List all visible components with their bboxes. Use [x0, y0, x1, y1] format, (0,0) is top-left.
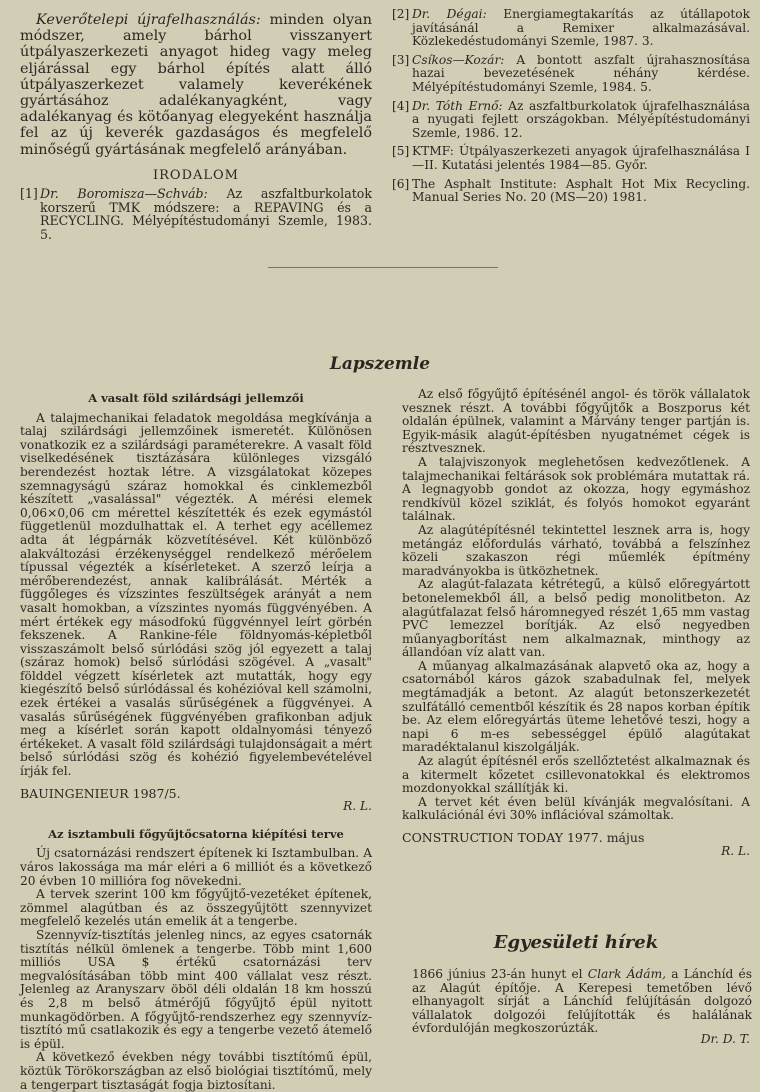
top-left-column	[20, 12, 372, 246]
top-right-column	[392, 8, 750, 210]
news-paragraph	[412, 968, 752, 1036]
reference-body: Energiamegtakarítás az útállapotok javításánál a Remixer alkalmazásával. Közlekedéstudományi Szemle, 1987. 3.	[412, 7, 751, 49]
article-source: BAUINGENIEUR 1987/5.	[20, 785, 181, 801]
reference-text	[40, 187, 372, 241]
article-paragraph: A következő években négy további tisztítómű épül, köztük Törökországban az első biológiai tisztítómű, mely a tengerpart tisztaságát fogja biztosítani.	[20, 1050, 372, 1092]
lapszemle-heading: Lapszemle	[329, 354, 431, 374]
reference-text	[412, 100, 750, 141]
article-paragraph: A talajviszonyok meglehetősen kedvezőtlenek. A talajmechanikai feltárások sok problémára mutattak rá. A legnagyobb gondot az okozza, hogy egymáshoz rendkívül közel sziklát, és folyós homokot egyaránt találnak.	[402, 454, 750, 524]
news-signature: Dr. D. T.	[700, 1032, 750, 1046]
reference-number: [4]	[392, 98, 410, 113]
article-title: A vasalt föld szilárdsági jellemzői	[88, 391, 304, 405]
article-source	[402, 831, 750, 845]
article-paragraph: Új csatornázási rendszert építenek ki Isztambulban. A város lakossága ma már eléri a 6 milliót és a következő 20 évben 10 millióra fog növekedni.	[20, 846, 372, 888]
article-paragraph: Az alagútépítésnél tekintettel lesznek arra is, hogy metángáz előfordulás várható, továbbá a felszínhez közeli szakaszon régi műemlék építmény maradványokba is ütközhetnek.	[402, 522, 750, 578]
bottom-right-column	[402, 388, 750, 858]
article-paragraph: A tervek szerint 100 km főgyűjtő-vezetéket építenek, zömmel alagútban és az összegyűjtött szennyvizet megfelelő kezelés után emelik át a tengerbe.	[20, 887, 372, 929]
definition-text: minden olyan módszer, amely bárhol visszanyert útpályaszerkezeti anyagot hideg vagy meleg eljárással egy bárhol építés alatt álló útpályaszerkezet valamely keverékének gyártásához adalékanyagként, vagy adalékanyag és kötőanyag elegyeként használja fel az új keverék gazdaságos és megfelelő minőségű gyártásának megfelelő arányában.	[20, 12, 373, 158]
source-title: CONSTRUCTION TODAY 1977.	[402, 830, 603, 845]
reference-body: A bontott aszfalt újrahasznosítása hazai bevezetésének néhány kérdése. Mélyépítéstudományi Szemle, 1984. 5.	[412, 52, 750, 94]
reference-number: [5]	[392, 144, 410, 159]
news-person-name: Clark Ádám,	[587, 967, 667, 981]
article-title: Az isztambuli főgyűjtőcsatorna kiépítési terve	[48, 826, 344, 841]
reference-body: Az aszfaltburkolatok újrafelhasználása a nyugati fejlett országokban. Mélyépítéstudományi Szemle, 1986. 12.	[412, 98, 750, 140]
definition-paragraph	[20, 12, 372, 158]
news-text-before: 1866 június 23-án hunyt el	[412, 967, 588, 981]
reference-item	[392, 54, 750, 95]
reference-body: Az aszfaltburkolatok korszerű TMK módszere: a REPAVING és a RECYCLING. Mélyépítéstudományi Szemle, 1983. 5.	[40, 186, 372, 242]
article-paragraph: Az első főgyűjtő építésénél angol- és török vállalatok vesznek részt. A további főgyűjtők a Boszporus két oldalán épülnek, valamint a Márvány tenger partján is. Egyik-másik alagút-építésben nyugatnémet cégek is résztvesznek.	[402, 387, 750, 456]
article-body: A talajmechanikai feladatok megoldása megkívánja a talaj szilárdsági jellemzőinek ismeretét. Különösen vonatkozik ez a szilárdsági paraméterekre. A vasalt föld viselkedésének tisztázására különleges vizsgáló berendezést hoztak létre. A vizsgálatokat közepes szemnagyságú száraz homokkal és cinklemezből készített „vasalással" végezték. A mérési elemek 0,06×0,06 cm mérettel készítették és ezek egymástól függetlenül mozdulhattak el. A terhet egy acéllemez adta át légpárnák közvetítésével. Két különböző alakváltozási érzékenységgel rendelkező mérőelem típussal végezték a kísérleteket. A szerző leírja a mérőberendezést, annak kalibrálását. Mérték a függőleges és vízszintes feszültségek arányát a nem vasalt homokban, a vízszintes nyomás függvényében. A mért értékek egy másodfokú függvénnyel leírt görbén fekszenek. A Rankine-féle földnyomás-képletből visszaszámolt belső súrlódási szög jól egyezett a talaj (száraz homok) belső súrlódási szögével. A „vasalt" földdel végzett kísérletek azt mutatták, hogy egy kiegészítő belső súrlódással és kohézióval kell számolni, ezek értékei a vasalás sűrűségének a függvényei. A vasalás sűrűségének függvényében grafikonban adjuk meg a kísérlet során kapott oldalnyomási tényező értékeket. A vasalt föld szilárdsági tulajdonságait a mért belső súrlódási szög és kohézió figyelembevételével írják fel.	[20, 410, 372, 779]
article-paragraph: Szennyvíz-tisztítás jelenleg nincs, az egyes csatornák tisztítás nélkül ömlenek a tengerbe. Több mint 1,600 milliós USA $ értékű csatornázási terv megvalósításában több mint 400 vállalat vesz részt. Jelenleg az Aranyszarv öböl déli oldalán 18 km hosszú és 2,8 m belső átmérőjű főgyűjtő épül nyitott munkagödörben. A főgyűjtő-rendszerhez egy szennyvíz-tisztító mű csatlakozik és egy a tengerbe vezető átemelő is épül.	[20, 927, 372, 1051]
reference-item	[392, 100, 750, 141]
reference-authors: Dr. Tóth Ernő:	[412, 98, 503, 113]
reference-number: [3]	[392, 52, 410, 67]
defined-term: Keverőtelepi újrafelhasználás:	[36, 12, 261, 28]
reference-text	[412, 8, 750, 49]
source-month: május	[602, 830, 645, 845]
reference-number: [2]	[392, 7, 410, 21]
reference-text: The Asphalt Institute: Asphalt Hot Mix Recycling. Manual Series No. 20 (MS—20) 1981.	[412, 176, 750, 205]
reference-text: KTMF: Útpályaszerkezeti anyagok újrafelhasználása I—II. Kutatási jelentés 1984—85. Győr.	[412, 144, 750, 172]
reference-authors: Csíkos—Kozár:	[412, 52, 505, 67]
article-paragraph: Az alagút építésnél erős szellőztetést alkalmaznak és a kitermelt kőzetet csillevonatokkal és elektromos mozdonyokkal szállítják ki.	[402, 754, 750, 796]
bottom-left-column	[20, 392, 372, 1092]
reference-authors: Dr. Dégai:	[412, 7, 487, 21]
section-divider	[268, 267, 498, 268]
article-signature: R. L.	[343, 799, 372, 814]
reference-number: [6]	[392, 176, 410, 191]
reference-text	[412, 54, 750, 95]
article-paragraph: A tervet két éven belül kívánják megvalósítani. A kalkulációnál évi 30% inflációval számoltak.	[402, 794, 750, 823]
news-text-after: a Lánchíd és az Alagút építője. A Kerepesi temetőben lévő elhanyagolt sírját a Lánchíd felújításán dolgozó vállalatok dolgozói felújították és halálának évfordulóján megkoszorúzták.	[412, 967, 752, 1036]
egyesuleti-hirek-heading: Egyesületi hírek	[493, 932, 659, 953]
reference-authors: Dr. Boromisza—Schváb:	[40, 186, 208, 202]
reference-item	[20, 187, 372, 241]
reference-item	[392, 178, 750, 205]
reference-item	[392, 145, 750, 172]
article-paragraph: Az alagút-falazata kétrétegű, a külső előregyártott betonelemekből áll, a belső pedig monolitbeton. Az alagútfalazat felső háromnegyed részét 1,65 mm vastag PVC lemezzel borítják. Az első negyedben műanyagborítást nem alkalmaznak, minthogy az állandóan víz alatt van.	[402, 577, 750, 660]
article-paragraph: A műanyag alkalmazásának alapvető oka az, hogy a csatornából káros gázok szabadulnak fel, melyek megtámadják a betont. Az alagút betonszerkezetét szulfátálló cementből készítik és 28 napos korban építik be. Az elem előregyártás üteme lehetővé teszi, hogy a napi 6 m-es sebességgel épülő alagútakat maradéktalanul kiszolgálják.	[402, 658, 750, 755]
reference-item	[392, 8, 750, 49]
article-signature: R. L.	[721, 843, 750, 858]
reference-number: [1]	[20, 186, 38, 202]
references-heading: IRODALOM	[153, 167, 239, 183]
